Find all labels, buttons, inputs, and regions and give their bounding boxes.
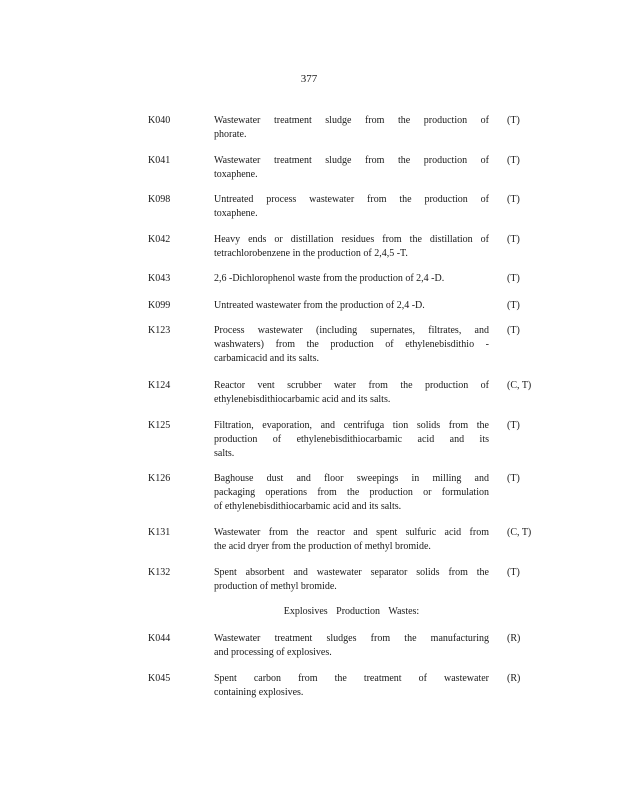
description-line: washwaters) from the production of ethylenebisdithio - <box>214 339 489 350</box>
waste-description <box>214 272 489 286</box>
description-line: Wastewater treatment sludge from the production of <box>214 155 489 166</box>
waste-code: K040 <box>148 115 171 126</box>
description-line: and processing of explosives. <box>214 647 332 658</box>
waste-description <box>214 566 489 594</box>
hazard-code: (T) <box>507 234 520 245</box>
page-number: 377 <box>300 73 318 85</box>
hazard-code: (T) <box>507 155 520 166</box>
waste-description <box>214 114 489 142</box>
hazard-code: (T) <box>507 300 520 311</box>
waste-code: K042 <box>148 234 171 245</box>
hazard-code: (R) <box>507 633 521 644</box>
description-line: phorate. <box>214 129 247 140</box>
hazard-code: (C, T) <box>507 527 532 538</box>
hazard-code: (T) <box>507 325 520 336</box>
waste-code: K131 <box>148 527 171 538</box>
description-line: Reactor vent scrubber water from the production of <box>214 380 489 391</box>
waste-description <box>214 299 489 313</box>
description-line: production of ethylenebisdithiocarbamic acid and its <box>214 434 489 445</box>
description-line: toxaphene. <box>214 169 258 180</box>
description-line: Filtration, evaporation, and centrifuga tion solids from the <box>214 420 489 431</box>
description-line: Untreated wastewater from the production of 2,4 -D. <box>214 300 425 311</box>
description-line: production of methyl bromide. <box>214 581 337 592</box>
waste-description <box>214 526 489 554</box>
description-line: toxaphene. <box>214 208 258 219</box>
description-line: Spent absorbent and wastewater separator solids from the <box>214 567 489 578</box>
description-line: Spent carbon from the treatment of wastewater <box>214 673 489 684</box>
waste-code: K099 <box>148 300 171 311</box>
description-line: Wastewater from the reactor and spent sulfuric acid from <box>214 527 489 538</box>
hazard-code: (T) <box>507 194 520 205</box>
description-line: Wastewater treatment sludge from the production of <box>214 115 489 126</box>
description-line: tetrachlorobenzene in the production of 2,4,5 -T. <box>214 248 408 259</box>
hazard-code: (T) <box>507 273 520 284</box>
description-line: salts. <box>214 448 235 459</box>
description-line: ethylenebisdithiocarbamic acid and its salts. <box>214 394 391 405</box>
waste-description <box>214 233 489 261</box>
description-line: the acid dryer from the production of methyl bromide. <box>214 541 431 552</box>
waste-description <box>214 632 489 660</box>
section-heading: Explosives Production Wastes: <box>283 606 420 617</box>
waste-code: K126 <box>148 473 171 484</box>
waste-description <box>214 379 489 407</box>
waste-code: K043 <box>148 273 171 284</box>
waste-description <box>214 324 489 366</box>
waste-code: K125 <box>148 420 171 431</box>
waste-description <box>214 154 489 182</box>
waste-code: K044 <box>148 633 171 644</box>
hazard-code: (T) <box>507 473 520 484</box>
waste-code: K124 <box>148 380 171 391</box>
description-line: Baghouse dust and floor sweepings in milling and <box>214 473 489 484</box>
waste-description <box>214 472 489 514</box>
description-line: containing explosives. <box>214 687 304 698</box>
hazard-code: (T) <box>507 567 520 578</box>
hazard-code: (T) <box>507 115 520 126</box>
waste-code: K041 <box>148 155 171 166</box>
waste-description <box>214 672 489 700</box>
description-line: Untreated process wastewater from the production of <box>214 194 489 205</box>
description-line: Process wastewater (including supernates, filtrates, and <box>214 325 489 336</box>
description-line: Wastewater treatment sludges from the manufacturing <box>214 633 489 644</box>
description-line: Heavy ends or distillation residues from the distillation of <box>214 234 489 245</box>
waste-code: K123 <box>148 325 171 336</box>
description-line: of ethylenebisdithiocarbamic acid and its salts. <box>214 501 402 512</box>
waste-description <box>214 419 489 461</box>
hazard-code: (C, T) <box>507 380 532 391</box>
waste-code: K132 <box>148 567 171 578</box>
description-line: packaging operations from the production or formulation <box>214 487 489 498</box>
waste-code: K045 <box>148 673 171 684</box>
waste-code: K098 <box>148 194 171 205</box>
hazard-code: (R) <box>507 673 521 684</box>
hazard-code: (T) <box>507 420 520 431</box>
waste-description <box>214 193 489 221</box>
description-line: carbamicacid and its salts. <box>214 353 319 364</box>
description-line: 2,6 -Dichlorophenol waste from the production of 2,4 -D. <box>214 273 445 284</box>
